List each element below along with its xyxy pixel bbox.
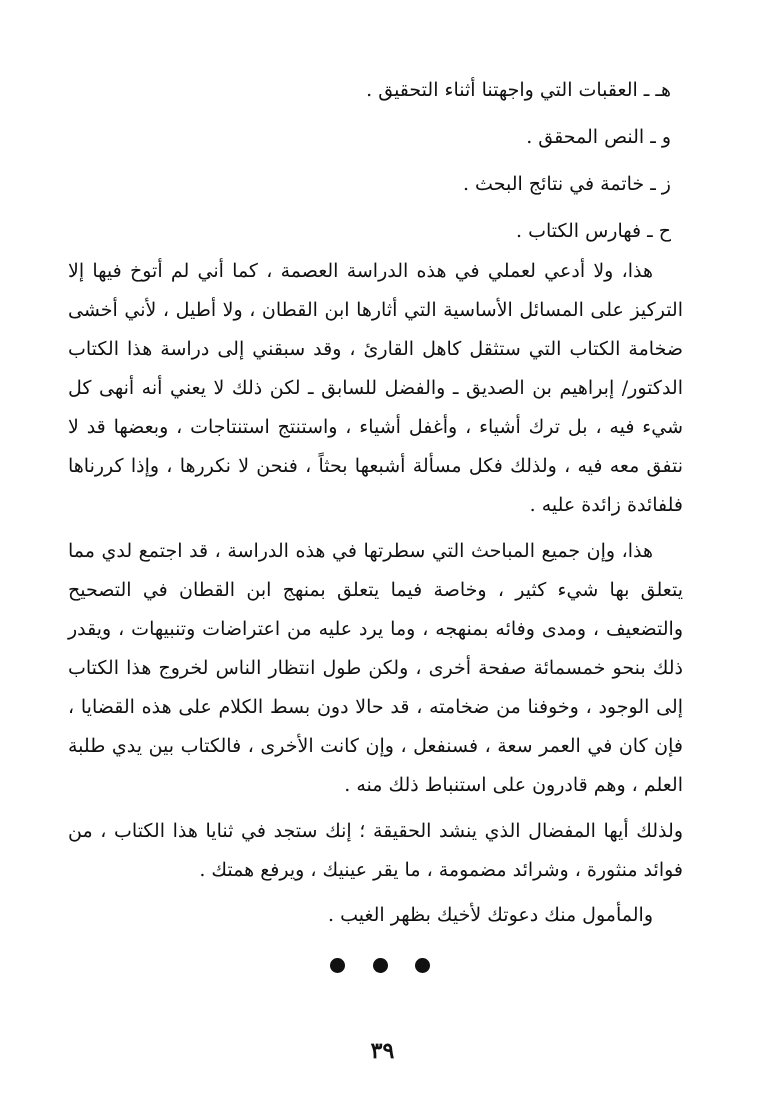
list-item: هـ ـ العقبات التي واجهتنا أثناء التحقيق . <box>366 79 671 101</box>
divider-dot-icon <box>373 958 388 973</box>
list-item: ح ـ فهارس الكتاب . <box>516 220 671 242</box>
list-item: ز ـ خاتمة في نتائج البحث . <box>462 173 671 195</box>
paragraph: ولذلك أيها المفضال الذي ينشد الحقيقة ؛ إنك ستجد في ثنايا هذا الكتاب ، من فوائد منثورة ، وشرائد مضمومة ، ما يقر عينيك ، ويرفع همتك . <box>68 820 683 881</box>
paragraph: والمأمول منك دعوتك لأخيك بظهر الغيب . <box>328 904 653 926</box>
section-divider <box>330 955 430 975</box>
paragraph: هذا، وإن جميع المباحث التي سطرتها في هذه الدراسة ، قد اجتمع لدي مما يتعلق بها شيء كثير ، وخاصة فيما يتعلق بمنهج ابن القطان في التصحيح والتضعيف ، ومدى وفائه بمنهجه ، وما يرد عليه من اعتراضات وتنبيهات ، ويقدر ذلك بنحو خمسمائة صفحة أخرى ، ولكن طول انتظار الناس لخروج هذا الكتاب إلى الوجود ، وخوفنا من ضخامته ، قد حالا دون بسط الكلام على هذه القضايا ، فإن كان في العمر سعة ، فسنفعل ، وإن كانت الأخرى ، فالكتاب بين يدي طلبة العلم ، وهم قادرون على استنباط ذلك منه . <box>68 540 683 796</box>
divider-dot-icon <box>415 958 430 973</box>
page-number: ٣٩ <box>370 1038 395 1064</box>
paragraph: هذا، ولا أدعي لعملي في هذه الدراسة العصمة ، كما أني لم أتوخ فيها إلا التركيز على المسائل الأساسية التي أثارها ابن القطان ، ولا أطيل ، لأني أخشى ضخامة الكتاب التي ستثقل كاهل القارئ ، وقد سبقني إلى دراسة هذا الكتاب الدكتور/ إبراهيم بن الصديق ـ والفضل للسابق ـ لكن ذلك لا يعني أنه أنهى كل شيء فيه ، بل ترك أشياء ، وأغفل أشياء ، واستنتج استنتاجات ، وبعضها قد لا نتفق معه فيه ، ولذلك فكل مسألة أشبعها بحثاً ، فنحن لا نكررها ، وإذا كررناها فلفائدة زائدة عليه . <box>68 260 683 516</box>
divider-dot-icon <box>330 958 345 973</box>
contents-list <box>68 72 683 260</box>
list-item: و ـ النص المحقق . <box>526 126 671 148</box>
